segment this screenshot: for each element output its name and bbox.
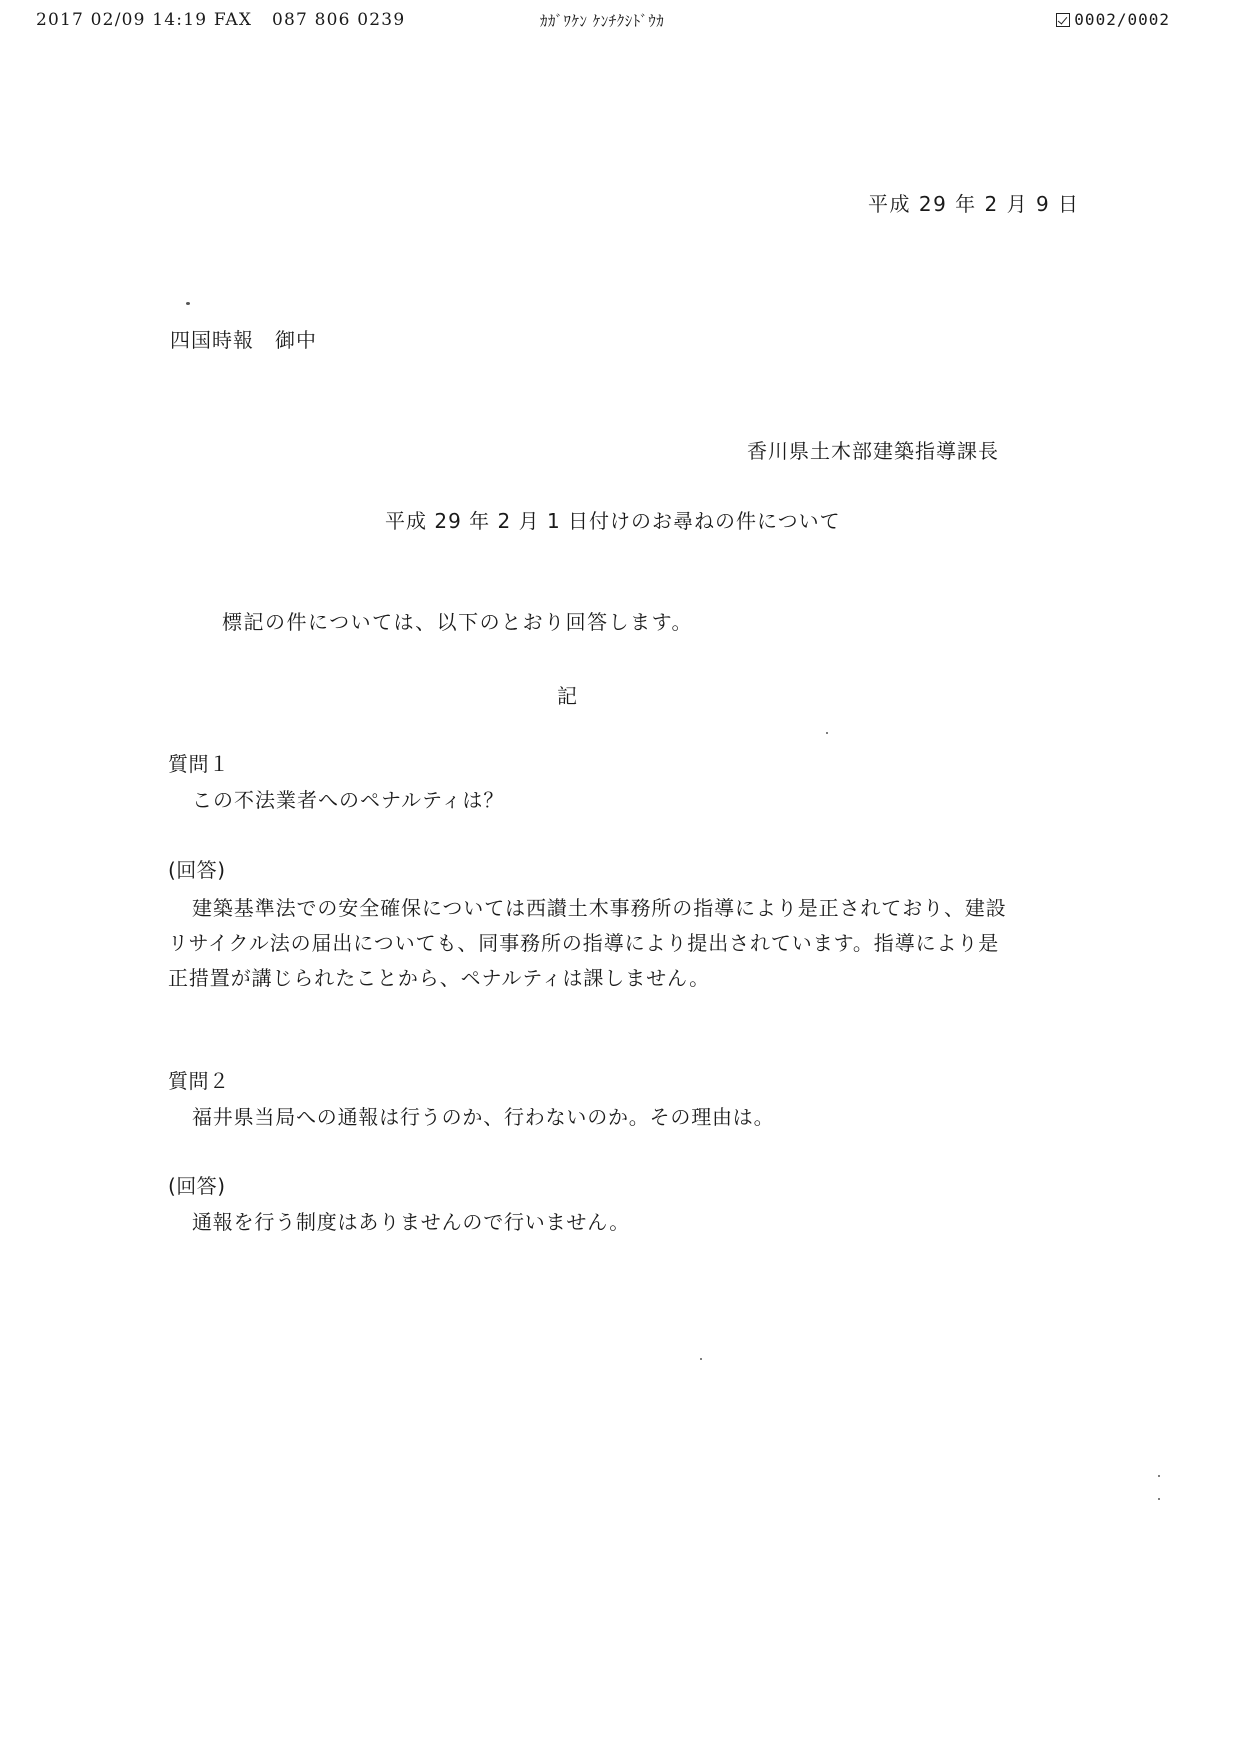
fax-header [0,8,1240,32]
question-2-label: 質問２ [168,1069,230,1093]
fax-page-number: 0002/0002 [1074,10,1170,29]
scan-speck [1158,1498,1160,1500]
scan-speck [186,302,190,305]
answer-1-line: 建築基準法での安全確保については西讃土木事務所の指導により是正されており、建設 [192,896,1007,920]
answer-1-line: リサイクル法の届出についても、同事務所の指導により提出されています。指導により是 [168,931,1000,955]
question-1-text: この不法業者へのペナルティは？ [192,788,505,812]
answer-2-text: 通報を行う制度はありませんので行いません。 [192,1210,630,1234]
question-2-text: 福井県当局への通報は行うのか、行わないのか。その理由は。 [192,1105,775,1129]
letter-subject: 平成 29 年 2 月 1 日付けのお尋ねの件について [385,509,841,533]
checkbox-icon [1056,13,1070,27]
question-1-label: 質問１ [168,752,230,776]
letter-date: 平成 29 年 2 月 9 日 [868,192,1080,216]
fax-page-count [1056,10,1170,29]
section-marker: 記 [557,684,578,708]
scan-speck [700,1358,702,1360]
answer-1-line: 正措置が講じられたことから、ペナルティは課しません。 [168,966,710,990]
scan-speck [1158,1475,1160,1477]
fax-sender-name: ｶｶﾞﾜｹﾝ ｹﾝﾁｸｼﾄﾞｳｶ [540,12,665,30]
fax-timestamp-number: 2017 02/09 14:19 FAX 087 806 0239 [36,10,406,30]
letter-addressee: 四国時報 御中 [170,328,317,352]
answer-2-label: (回答) [168,1174,226,1198]
letter-sender: 香川県土木部建築指導課長 [747,439,999,463]
letter-intro: 標記の件については、以下のとおり回答します。 [222,610,693,634]
scan-speck [826,732,828,734]
answer-1-label: (回答) [168,858,226,882]
